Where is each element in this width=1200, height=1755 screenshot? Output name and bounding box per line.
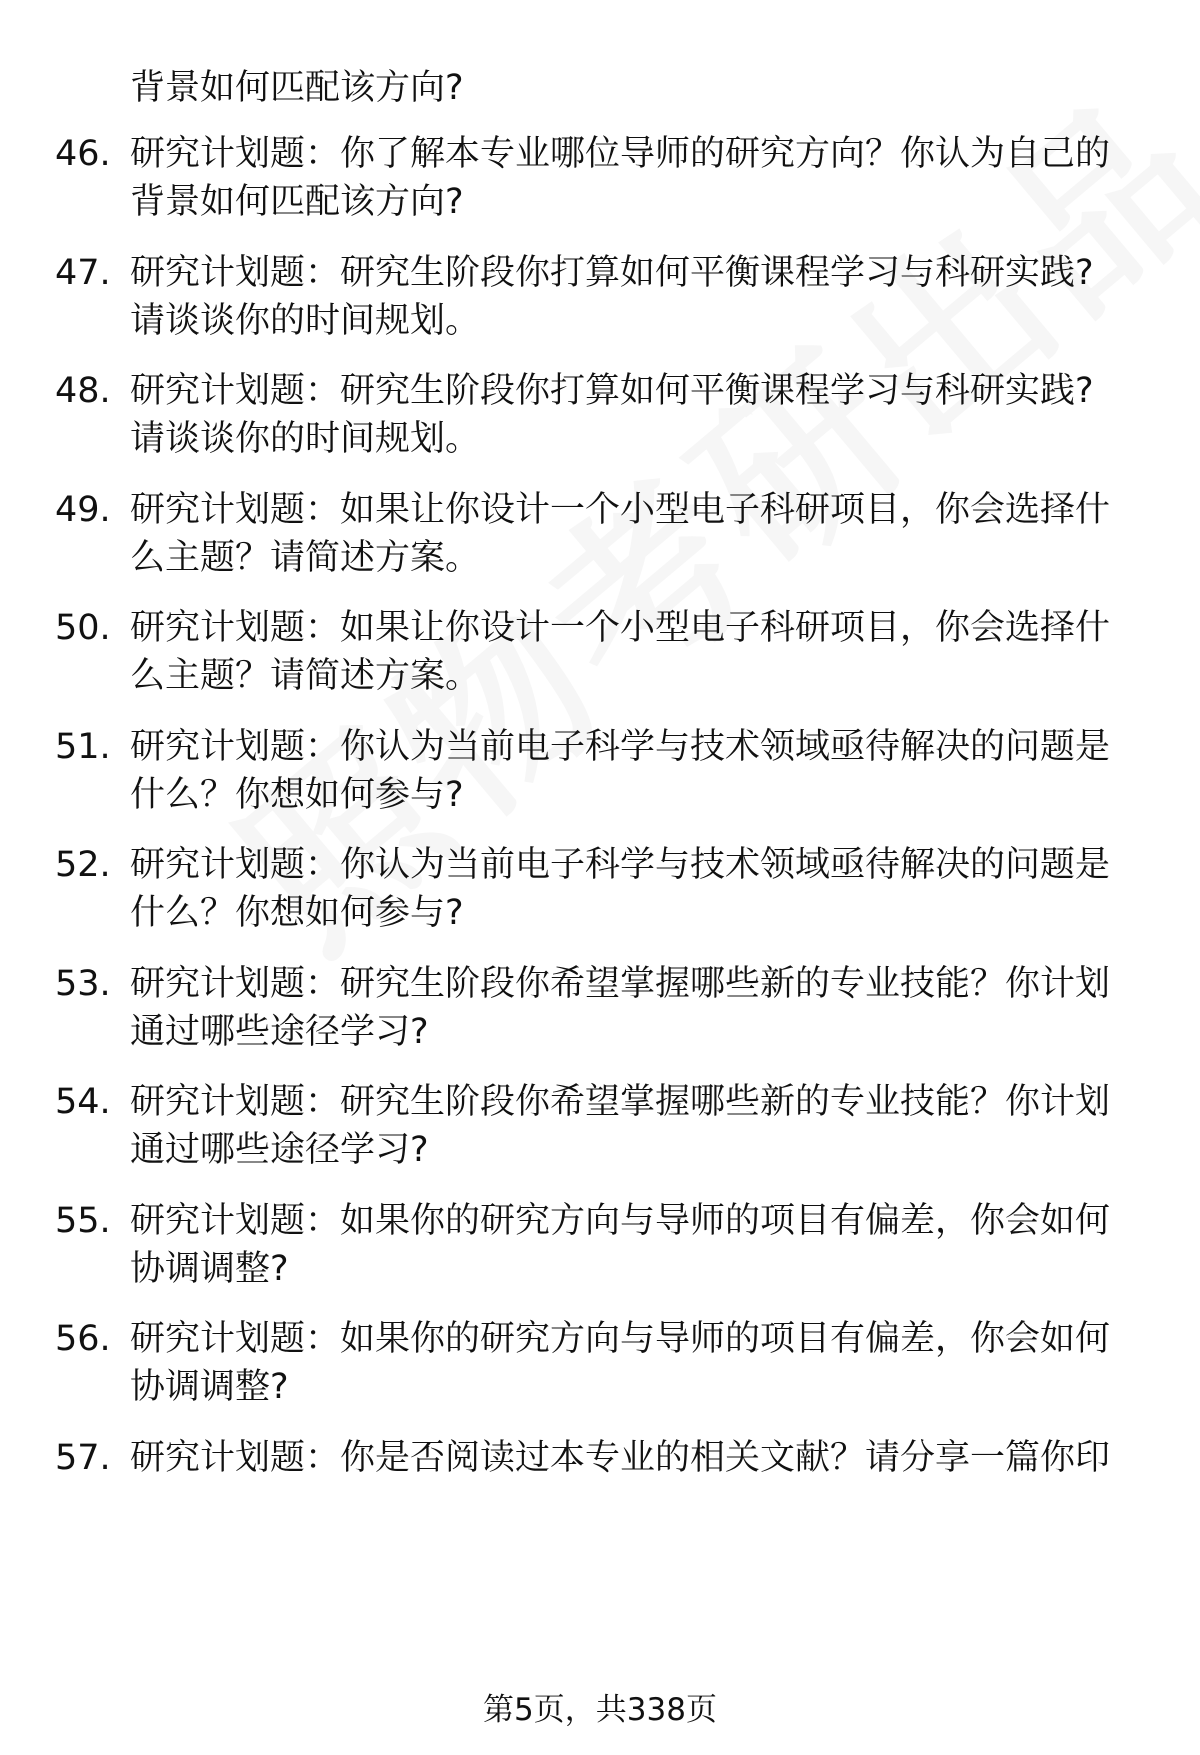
question-number: 51. bbox=[55, 726, 111, 767]
question-line-2: 么主题？请简述方案。 bbox=[130, 656, 481, 696]
question-number: 52. bbox=[55, 845, 111, 885]
question-number: 49. bbox=[55, 489, 111, 530]
question-number: 56. bbox=[55, 1319, 111, 1359]
question-line-2: 请谈谈你的时间规划。 bbox=[130, 300, 481, 341]
question-line-1: 研究计划题：如果让你设计一个小型电子科研项目，你会选择什 bbox=[130, 489, 1111, 530]
question-item bbox=[0, 1078, 1200, 1178]
question-text bbox=[130, 367, 1150, 463]
question-item bbox=[0, 841, 1200, 941]
question-line-1: 研究计划题：研究生阶段你打算如何平衡课程学习与科研实践? bbox=[130, 371, 1094, 411]
question-item bbox=[0, 604, 1200, 704]
question-number: 54. bbox=[55, 1082, 111, 1122]
question-line-2: 协调调整? bbox=[130, 1367, 289, 1407]
question-line-2: 背景如何匹配该方向? bbox=[130, 182, 464, 222]
continued-line: 背景如何匹配该方向? bbox=[130, 68, 464, 108]
question-line-2: 协调调整? bbox=[130, 1248, 289, 1289]
question-line-2: 通过哪些途径学习? bbox=[130, 1011, 429, 1052]
question-line-1: 研究计划题：如果你的研究方向与导师的项目有偏差，你会如何 bbox=[130, 1319, 1111, 1359]
question-text bbox=[130, 723, 1150, 819]
question-line-1: 研究计划题：研究生阶段你希望掌握哪些新的专业技能？你计划 bbox=[130, 963, 1111, 1004]
question-line-1: 研究计划题：如果让你设计一个小型电子科研项目，你会选择什 bbox=[130, 608, 1111, 648]
question-item bbox=[0, 249, 1200, 349]
question-number: 57. bbox=[55, 1437, 111, 1478]
question-line-1: 研究计划题：你认为当前电子科学与技术领域亟待解决的问题是 bbox=[130, 845, 1111, 885]
question-item bbox=[0, 1197, 1200, 1297]
question-item bbox=[0, 1315, 1200, 1415]
question-number: 55. bbox=[55, 1200, 111, 1241]
question-number: 50. bbox=[55, 608, 111, 648]
question-item bbox=[0, 1434, 1200, 1534]
question-line-1: 研究计划题：研究生阶段你希望掌握哪些新的专业技能？你计划 bbox=[130, 1082, 1111, 1122]
question-text bbox=[130, 960, 1150, 1056]
question-text bbox=[130, 486, 1150, 582]
question-text bbox=[130, 604, 1150, 700]
question-line-2: 什么？你想如何参与? bbox=[130, 893, 464, 933]
question-line-1: 研究计划题：如果你的研究方向与导师的项目有偏差，你会如何 bbox=[130, 1200, 1111, 1241]
question-number: 47. bbox=[55, 252, 111, 293]
question-line-2: 通过哪些途径学习? bbox=[130, 1130, 429, 1170]
question-text bbox=[130, 1197, 1150, 1293]
question-number: 46. bbox=[55, 134, 111, 174]
question-number: 53. bbox=[55, 963, 111, 1004]
question-line-1: 研究计划题：你认为当前电子科学与技术领域亟待解决的问题是 bbox=[130, 726, 1111, 767]
question-item bbox=[0, 367, 1200, 467]
question-item bbox=[0, 486, 1200, 586]
question-text bbox=[130, 841, 1150, 937]
page-footer: 第5页，共338页 bbox=[483, 1692, 717, 1728]
question-item bbox=[0, 723, 1200, 823]
question-line-2: 请谈谈你的时间规划。 bbox=[130, 419, 481, 459]
question-line-2: 什么？你想如何参与? bbox=[130, 774, 464, 815]
question-line-1: 研究计划题：你是否阅读过本专业的相关文献？请分享一篇你印 bbox=[130, 1437, 1111, 1478]
question-text bbox=[130, 1434, 1150, 1482]
question-line-2: 么主题？请简述方案。 bbox=[130, 537, 481, 578]
question-text bbox=[130, 1315, 1150, 1411]
question-item bbox=[0, 130, 1200, 230]
question-line-1: 研究计划题：你了解本专业哪位导师的研究方向？你认为自己的 bbox=[130, 134, 1111, 174]
question-text bbox=[130, 1078, 1150, 1174]
question-item bbox=[0, 960, 1200, 1060]
question-text bbox=[130, 249, 1150, 345]
question-text bbox=[130, 130, 1150, 226]
question-line-1: 研究计划题：研究生阶段你打算如何平衡课程学习与科研实践? bbox=[130, 252, 1094, 293]
question-number: 48. bbox=[55, 371, 111, 411]
